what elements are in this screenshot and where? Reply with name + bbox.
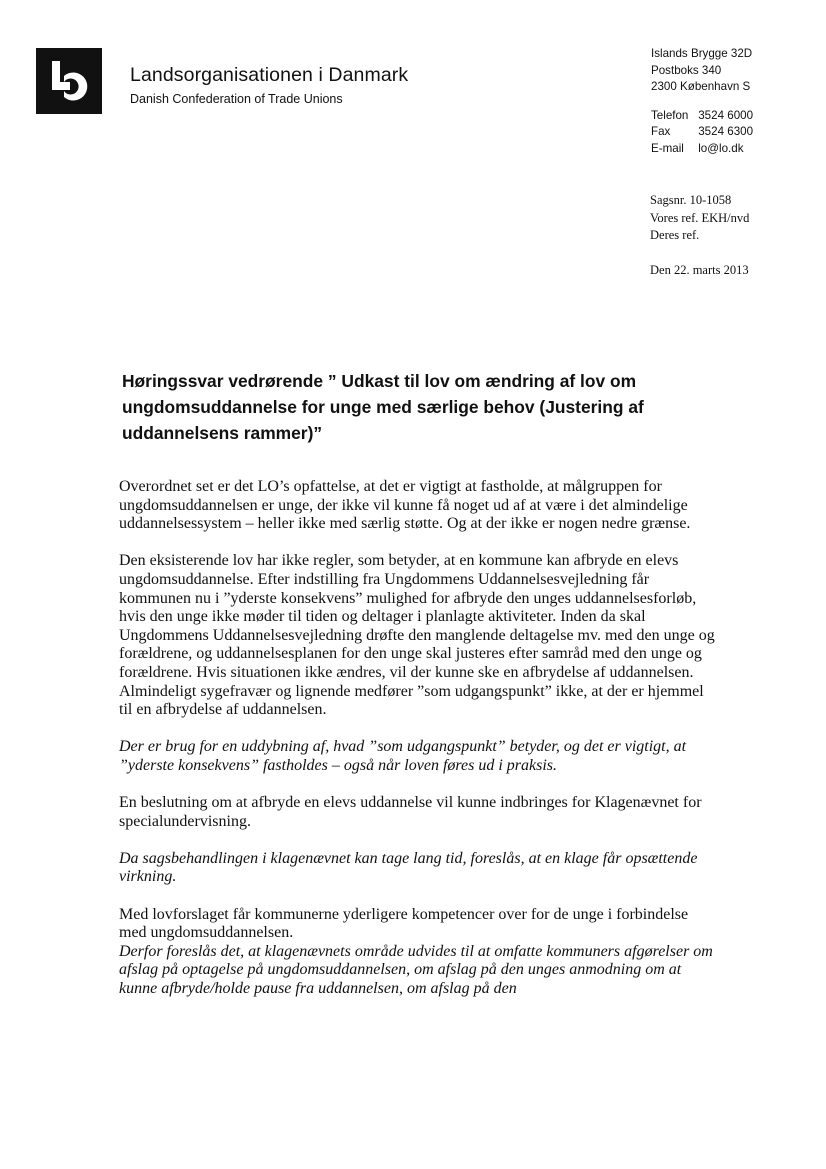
address-line: 2300 København S xyxy=(651,80,751,93)
email-row xyxy=(651,141,753,158)
contact-block xyxy=(651,46,753,157)
body-paragraph: Med lovforslaget får kommunerne yderligere kompetencer over for de unge i forbindelse med ungdomsuddannelsen. xyxy=(119,905,689,942)
fax-row xyxy=(651,124,753,141)
organization-name: Landsorganisationen i Danmark xyxy=(130,64,409,86)
organization-subtitle: Danish Confederation of Trade Unions xyxy=(130,92,343,106)
body-paragraph: Overordnet set er det LO’s opfattelse, at det er vigtigt at fastholde, at målgruppen for ungdomsuddannelsen er unge, der ikke vil kunne få noget ud af at være i det almindelige uddannelsessystem – heller ikke med særlig støtte. Og at der ikke er nogen nedre grænse. xyxy=(119,478,691,533)
organization-header xyxy=(130,64,408,106)
our-reference: Vores ref. EKH/nvd xyxy=(650,210,750,225)
email-label: E-mail xyxy=(651,141,684,155)
document-body xyxy=(119,478,719,1017)
body-paragraph: En beslutning om at afbryde en elevs uddannelse vil kunne indbringes for Klagenævnet for specialundervisning. xyxy=(119,794,702,830)
fax-label: Fax xyxy=(651,125,671,138)
recommendation-paragraph: Derfor foreslås det, at klagenævnets område udvides til at omfatte kommuners afgørelser om afslag på optagelse på ungdomsuddannelsen, om afslag på den unges anmodning om at kunne afbryde/holde pause fra uddannelsen, om afslag på den xyxy=(119,942,713,998)
body-paragraph: Den eksisterende lov har ikke regler, som betyder, at en kommune kan afbryde en elevs ungdomsuddannelse. Efter indstilling fra Ungdommens Uddannelsesvejledning får kommunen nu i ”yderste konsekvens” mulighed for afbryde den unges uddannelsesforløb, hvis den unge ikke møder til tiden og deltager i planlagte aktiviteter. Inden da skal Ungdommens Uddannelsesvejledning drøfte den manglende deltagelse mv. med den unge og forældrene, og uddannelsesplanen for den unge skal justeres efter samråd med den unge og forældrene. Hvis situationen ikke ændres, vil der kunne ske en afbrydelse af uddannelsen. Almindeligt sygefravær og lignende medfører ”som udgangspunkt” ikke, at der er hjemmel til en afbrydelse af uddannelsen. xyxy=(119,552,715,719)
recommendation-paragraph: Der er brug for en uddybning af, hvad ”som udgangspunkt” betyder, og det er vigtigt, at ”yderste konsekvens” fastholdes – også når loven føres ud i praksis. xyxy=(119,738,687,774)
letter-date: Den 22. marts 2013 xyxy=(650,263,749,277)
phone-row xyxy=(651,108,753,125)
phone-value: 3524 6000 xyxy=(698,108,754,122)
document-title: Høringssvar vedrørende ” Udkast til lov om ændring af lov om ungdomsuddannelse for unge med særlige behov (Justering af uddannelsens rammer)” xyxy=(122,371,644,443)
phone-label: Telefon xyxy=(651,108,689,122)
lo-logo xyxy=(36,48,102,114)
email-value: lo@lo.dk xyxy=(698,141,744,155)
your-reference: Deres ref. xyxy=(650,228,700,242)
case-number: Sagsnr. 10-1058 xyxy=(650,193,732,207)
reference-block xyxy=(650,192,749,245)
address-line: Islands Brygge 32D xyxy=(651,47,753,60)
address-line: Postboks 340 xyxy=(651,63,722,77)
recommendation-paragraph: Da sagsbehandlingen i klagenævnet kan tage lang tid, foreslås, at en klage får opsættende virkning. xyxy=(119,849,698,886)
lo-logo-icon xyxy=(36,48,102,114)
fax-value: 3524 6300 xyxy=(698,125,754,138)
